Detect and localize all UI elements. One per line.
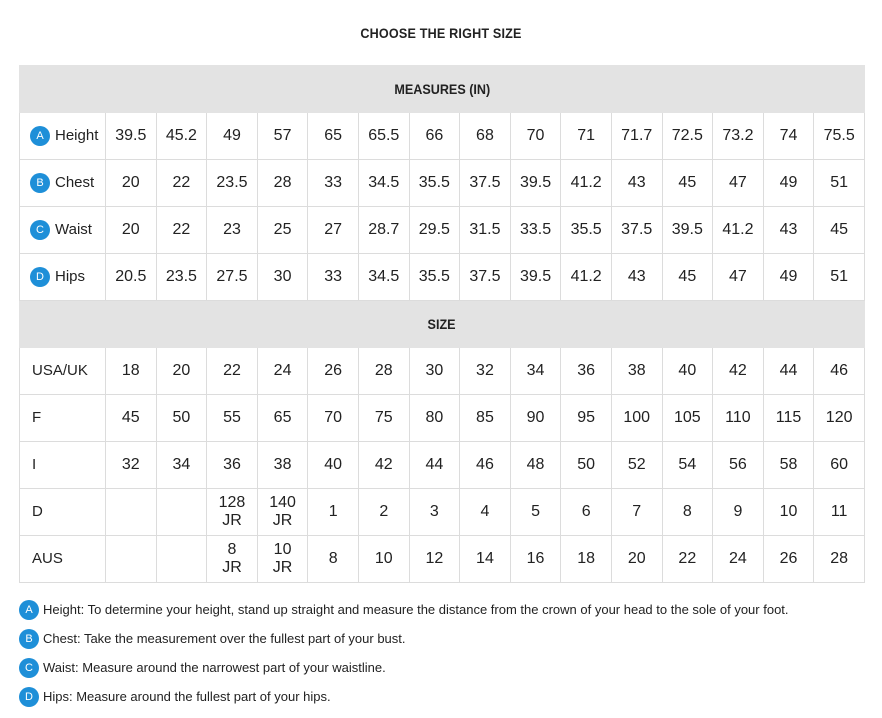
table-cell: 18 xyxy=(561,536,612,583)
table-cell: 71.7 xyxy=(611,113,662,160)
table-cell: 32 xyxy=(460,348,511,395)
size-header-row xyxy=(20,301,865,348)
table-cell: 30 xyxy=(409,348,460,395)
table-cell: 47 xyxy=(713,160,764,207)
table-cell: 45 xyxy=(814,207,865,254)
table-cell: 36 xyxy=(561,348,612,395)
table-cell: 10 xyxy=(358,536,409,583)
table-cell: 4 xyxy=(460,489,511,536)
table-cell: 140 JR xyxy=(257,489,308,536)
badge-b-icon: B xyxy=(19,629,39,649)
table-cell: 11 xyxy=(814,489,865,536)
size-header: SIZE xyxy=(20,301,865,348)
table-cell: 20.5 xyxy=(106,254,157,301)
table-cell: 8 JR xyxy=(207,536,258,583)
table-cell: 105 xyxy=(662,395,713,442)
table-cell xyxy=(106,489,157,536)
table-cell: 41.2 xyxy=(713,207,764,254)
size-row-i xyxy=(20,442,865,489)
table-cell: 22 xyxy=(156,207,207,254)
table-cell: 50 xyxy=(561,442,612,489)
table-cell: 8 xyxy=(662,489,713,536)
size-row-usa-uk xyxy=(20,348,865,395)
table-cell: 85 xyxy=(460,395,511,442)
badge-a-icon: A xyxy=(19,600,39,620)
table-cell: 34 xyxy=(510,348,561,395)
table-cell: 95 xyxy=(561,395,612,442)
measure-label-text: Height xyxy=(55,127,99,144)
table-cell: 43 xyxy=(611,160,662,207)
table-cell: 22 xyxy=(662,536,713,583)
table-cell: 26 xyxy=(308,348,359,395)
measure-label xyxy=(20,160,106,207)
table-cell: 80 xyxy=(409,395,460,442)
table-cell: 75 xyxy=(358,395,409,442)
table-cell: 35.5 xyxy=(409,254,460,301)
note-height xyxy=(19,595,865,624)
size-row-f xyxy=(20,395,865,442)
table-cell: 23 xyxy=(207,207,258,254)
table-cell: 43 xyxy=(763,207,814,254)
table-cell: 54 xyxy=(662,442,713,489)
table-cell: 120 xyxy=(814,395,865,442)
size-system-label: AUS xyxy=(20,536,106,583)
table-cell: 27.5 xyxy=(207,254,258,301)
table-cell: 45 xyxy=(662,160,713,207)
table-cell: 5 xyxy=(510,489,561,536)
table-cell: 45 xyxy=(662,254,713,301)
table-cell: 33 xyxy=(308,254,359,301)
table-cell: 23.5 xyxy=(156,254,207,301)
table-cell: 12 xyxy=(409,536,460,583)
table-cell: 34.5 xyxy=(358,160,409,207)
table-cell: 51 xyxy=(814,160,865,207)
table-cell: 1 xyxy=(308,489,359,536)
badge-a-icon: A xyxy=(30,126,50,146)
table-cell: 50 xyxy=(156,395,207,442)
table-cell xyxy=(156,489,207,536)
table-cell: 33 xyxy=(308,160,359,207)
table-cell: 20 xyxy=(106,160,157,207)
table-cell: 38 xyxy=(257,442,308,489)
note-text: Chest: Take the measurement over the fullest part of your bust. xyxy=(43,631,406,646)
table-cell: 44 xyxy=(409,442,460,489)
badge-c-icon: C xyxy=(19,658,39,678)
table-cell: 34 xyxy=(156,442,207,489)
table-cell: 65 xyxy=(257,395,308,442)
size-system-label: I xyxy=(20,442,106,489)
size-system-label: F xyxy=(20,395,106,442)
table-cell: 68 xyxy=(460,113,511,160)
table-cell: 46 xyxy=(460,442,511,489)
badge-b-icon: B xyxy=(30,173,50,193)
measures-header-row xyxy=(20,66,865,113)
table-cell: 39.5 xyxy=(510,254,561,301)
table-cell: 31.5 xyxy=(460,207,511,254)
table-cell: 40 xyxy=(662,348,713,395)
measures-header: MEASURES (IN) xyxy=(20,66,865,113)
table-cell: 16 xyxy=(510,536,561,583)
table-cell: 48 xyxy=(510,442,561,489)
table-cell: 75.5 xyxy=(814,113,865,160)
table-cell: 70 xyxy=(308,395,359,442)
table-cell: 100 xyxy=(611,395,662,442)
table-cell: 57 xyxy=(257,113,308,160)
table-cell: 42 xyxy=(358,442,409,489)
table-cell: 70 xyxy=(510,113,561,160)
table-cell: 3 xyxy=(409,489,460,536)
table-cell: 10 JR xyxy=(257,536,308,583)
table-cell: 90 xyxy=(510,395,561,442)
table-cell: 33.5 xyxy=(510,207,561,254)
note-chest xyxy=(19,624,865,653)
table-cell: 36 xyxy=(207,442,258,489)
table-cell: 22 xyxy=(207,348,258,395)
table-cell: 38 xyxy=(611,348,662,395)
table-cell xyxy=(156,536,207,583)
table-cell: 46 xyxy=(814,348,865,395)
measure-label xyxy=(20,207,106,254)
page-title: CHOOSE THE RIGHT SIZE xyxy=(360,25,522,41)
table-cell: 28 xyxy=(814,536,865,583)
table-cell: 45.2 xyxy=(156,113,207,160)
measure-label xyxy=(20,254,106,301)
measure-label xyxy=(20,113,106,160)
measurement-notes xyxy=(19,595,865,711)
badge-d-icon: D xyxy=(30,267,50,287)
measure-label-text: Hips xyxy=(55,268,86,285)
measure-row-hips xyxy=(20,254,865,301)
table-cell: 26 xyxy=(763,536,814,583)
table-cell: 18 xyxy=(106,348,157,395)
table-cell: 58 xyxy=(763,442,814,489)
table-cell: 72.5 xyxy=(662,113,713,160)
table-cell: 49 xyxy=(207,113,258,160)
table-cell: 2 xyxy=(358,489,409,536)
table-cell: 41.2 xyxy=(561,160,612,207)
size-row-aus xyxy=(20,536,865,583)
table-cell: 65 xyxy=(308,113,359,160)
size-chart-table xyxy=(19,65,865,583)
table-cell: 128 JR xyxy=(207,489,258,536)
table-cell: 20 xyxy=(611,536,662,583)
table-cell: 74 xyxy=(763,113,814,160)
measure-label-text: Waist xyxy=(55,221,92,238)
table-cell: 110 xyxy=(713,395,764,442)
note-hips xyxy=(19,682,865,711)
measure-label-text: Chest xyxy=(55,174,95,191)
table-cell: 28 xyxy=(358,348,409,395)
note-text: Waist: Measure around the narrowest part of your waistline. xyxy=(43,660,386,675)
table-cell: 71 xyxy=(561,113,612,160)
note-text: Hips: Measure around the fullest part of your hips. xyxy=(43,689,331,704)
table-cell: 52 xyxy=(611,442,662,489)
table-cell: 22 xyxy=(156,160,207,207)
table-cell: 28.7 xyxy=(358,207,409,254)
table-cell: 34.5 xyxy=(358,254,409,301)
badge-c-icon: C xyxy=(30,220,50,240)
table-cell: 51 xyxy=(814,254,865,301)
table-cell: 20 xyxy=(156,348,207,395)
measure-row-height xyxy=(20,113,865,160)
table-cell: 29.5 xyxy=(409,207,460,254)
table-cell: 10 xyxy=(763,489,814,536)
table-cell: 6 xyxy=(561,489,612,536)
table-cell: 49 xyxy=(763,160,814,207)
table-cell: 35.5 xyxy=(561,207,612,254)
table-cell: 35.5 xyxy=(409,160,460,207)
size-row-d xyxy=(20,489,865,536)
badge-d-icon: D xyxy=(19,687,39,707)
table-cell: 14 xyxy=(460,536,511,583)
table-cell: 44 xyxy=(763,348,814,395)
table-cell: 49 xyxy=(763,254,814,301)
table-cell: 65.5 xyxy=(358,113,409,160)
table-cell: 43 xyxy=(611,254,662,301)
table-cell: 39.5 xyxy=(510,160,561,207)
table-cell: 9 xyxy=(713,489,764,536)
note-waist xyxy=(19,653,865,682)
table-cell: 27 xyxy=(308,207,359,254)
table-cell: 24 xyxy=(713,536,764,583)
table-cell: 32 xyxy=(106,442,157,489)
note-text: Height: To determine your height, stand up straight and measure the distance from the crown of your head to the sole of your foot. xyxy=(43,602,789,617)
table-cell: 45 xyxy=(106,395,157,442)
table-cell: 115 xyxy=(763,395,814,442)
table-cell: 25 xyxy=(257,207,308,254)
measure-row-chest xyxy=(20,160,865,207)
table-cell: 23.5 xyxy=(207,160,258,207)
table-cell: 20 xyxy=(106,207,157,254)
table-cell: 47 xyxy=(713,254,764,301)
table-cell: 40 xyxy=(308,442,359,489)
table-cell: 37.5 xyxy=(460,160,511,207)
table-cell: 66 xyxy=(409,113,460,160)
table-cell: 8 xyxy=(308,536,359,583)
table-cell: 7 xyxy=(611,489,662,536)
table-cell: 28 xyxy=(257,160,308,207)
measure-row-waist xyxy=(20,207,865,254)
table-cell: 73.2 xyxy=(713,113,764,160)
table-cell: 39.5 xyxy=(662,207,713,254)
table-cell: 39.5 xyxy=(106,113,157,160)
table-cell: 37.5 xyxy=(611,207,662,254)
table-cell: 42 xyxy=(713,348,764,395)
table-cell: 30 xyxy=(257,254,308,301)
size-system-label: D xyxy=(20,489,106,536)
table-cell: 37.5 xyxy=(460,254,511,301)
table-cell: 56 xyxy=(713,442,764,489)
table-cell: 60 xyxy=(814,442,865,489)
table-cell: 24 xyxy=(257,348,308,395)
table-cell: 41.2 xyxy=(561,254,612,301)
size-system-label: USA/UK xyxy=(20,348,106,395)
table-cell: 55 xyxy=(207,395,258,442)
table-cell xyxy=(106,536,157,583)
